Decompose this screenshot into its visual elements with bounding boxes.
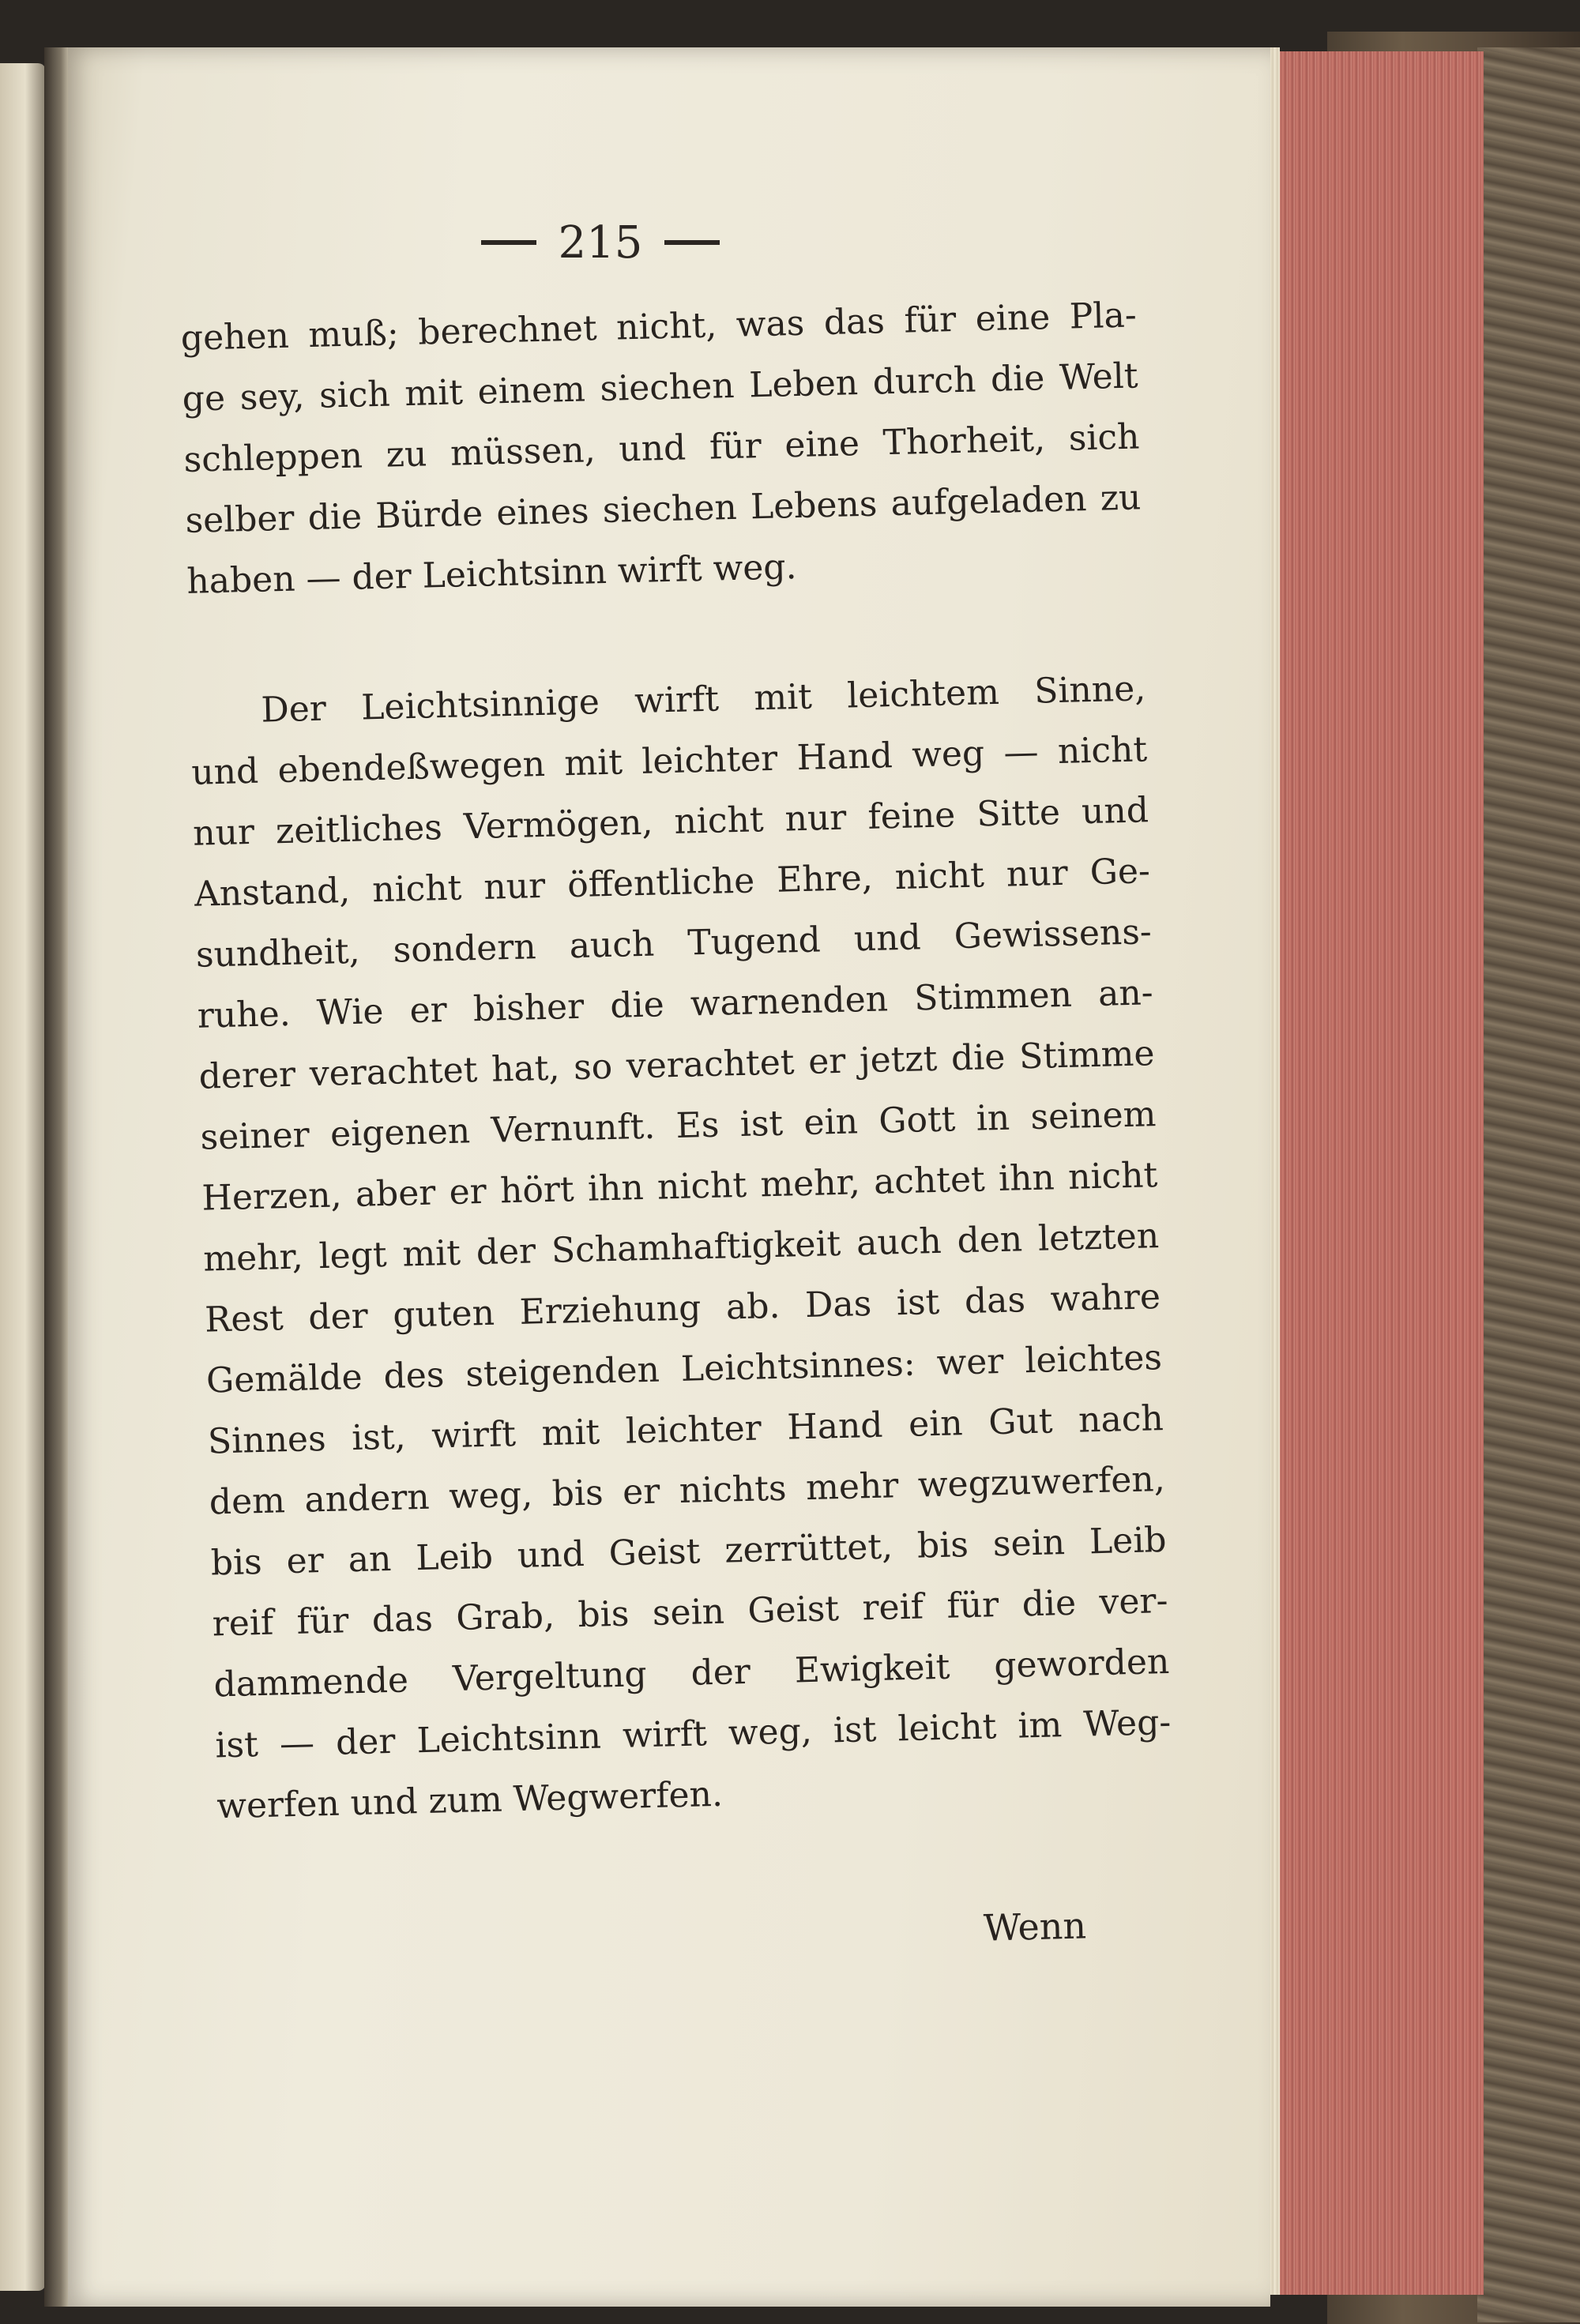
text-line: dammende Vergeltung der Ewigkeit geworden <box>213 1641 1170 1705</box>
text-line: ruhe. Wie er bisher die warnenden Stimmen an- <box>197 972 1154 1036</box>
header-dash-right <box>664 240 720 245</box>
page-header <box>450 215 750 270</box>
text-line: schleppen zu müssen, und für eine Thorheit, sich <box>183 416 1140 480</box>
page-number: 215 <box>558 216 643 269</box>
text-line: und ebendeßwegen mit leichter Hand weg — nicht <box>190 729 1148 793</box>
text-line: nur zeitliches Vermögen, nicht nur feine Sitte und <box>192 790 1149 854</box>
marbled-cover-edge <box>1477 47 1580 2322</box>
text-line: werfen und zum Wegwerfen. <box>216 1773 724 1827</box>
page-edges <box>1264 51 1484 2295</box>
text-line: derer verachtet hat, so verachtet er jetzt die Stimme <box>198 1033 1156 1097</box>
text-line: dem andern weg, bis er nichts mehr wegzuwerfen, <box>209 1458 1166 1523</box>
paragraph-1 <box>180 284 1143 611</box>
paragraph-2 <box>190 658 1173 1837</box>
text-line: mehr, legt mit der Schamhaftigkeit auch den letzten <box>202 1216 1160 1280</box>
text-line: Rest der guten Erziehung ab. Das ist das wahre <box>204 1277 1161 1341</box>
facing-page-edge <box>0 63 46 2291</box>
text-line: selber die Bürde eines siechen Lebens aufgeladen zu <box>184 477 1142 541</box>
text-line: Gemälde des steigenden Leichtsinnes: wer leichtes <box>205 1337 1163 1401</box>
text-line: Sinnes ist, wirft mit leichter Hand ein Gut nach <box>207 1398 1164 1462</box>
text-line: reif für das Grab, bis sein Geist reif für die ver- <box>212 1580 1168 1645</box>
text-line: bis er an Leib und Geist zerrüttet, bis sein Leib <box>210 1519 1168 1584</box>
book-gutter <box>44 47 68 2307</box>
text-line: haben — der Leichtsinn wirft weg. <box>186 547 798 602</box>
text-line: gehen muß; berechnet nicht, was das für eine Pla- <box>180 295 1138 359</box>
body-text <box>180 284 1173 1837</box>
text-line: ge sey, sich mit einem siechen Leben durch die Welt <box>182 355 1139 419</box>
catchword: Wenn <box>983 1904 1087 1950</box>
text-line: ist — der Leichtsinn wirft weg, ist leicht im Weg- <box>214 1702 1172 1766</box>
text-line: Herzen, aber er hört ihn nicht mehr, achtet ihn nicht <box>201 1155 1158 1219</box>
text-line: Anstand, nicht nur öffentliche Ehre, nicht nur Ge- <box>194 851 1151 915</box>
header-dash-left <box>481 240 536 245</box>
text-line: Der Leichtsinnige wirft mit leichtem Sinne, <box>260 668 1146 731</box>
text-line: seiner eigenen Vernunft. Es ist ein Gott in seinem <box>200 1094 1157 1158</box>
text-line: sundheit, sondern auch Tugend und Gewissens- <box>195 912 1153 976</box>
